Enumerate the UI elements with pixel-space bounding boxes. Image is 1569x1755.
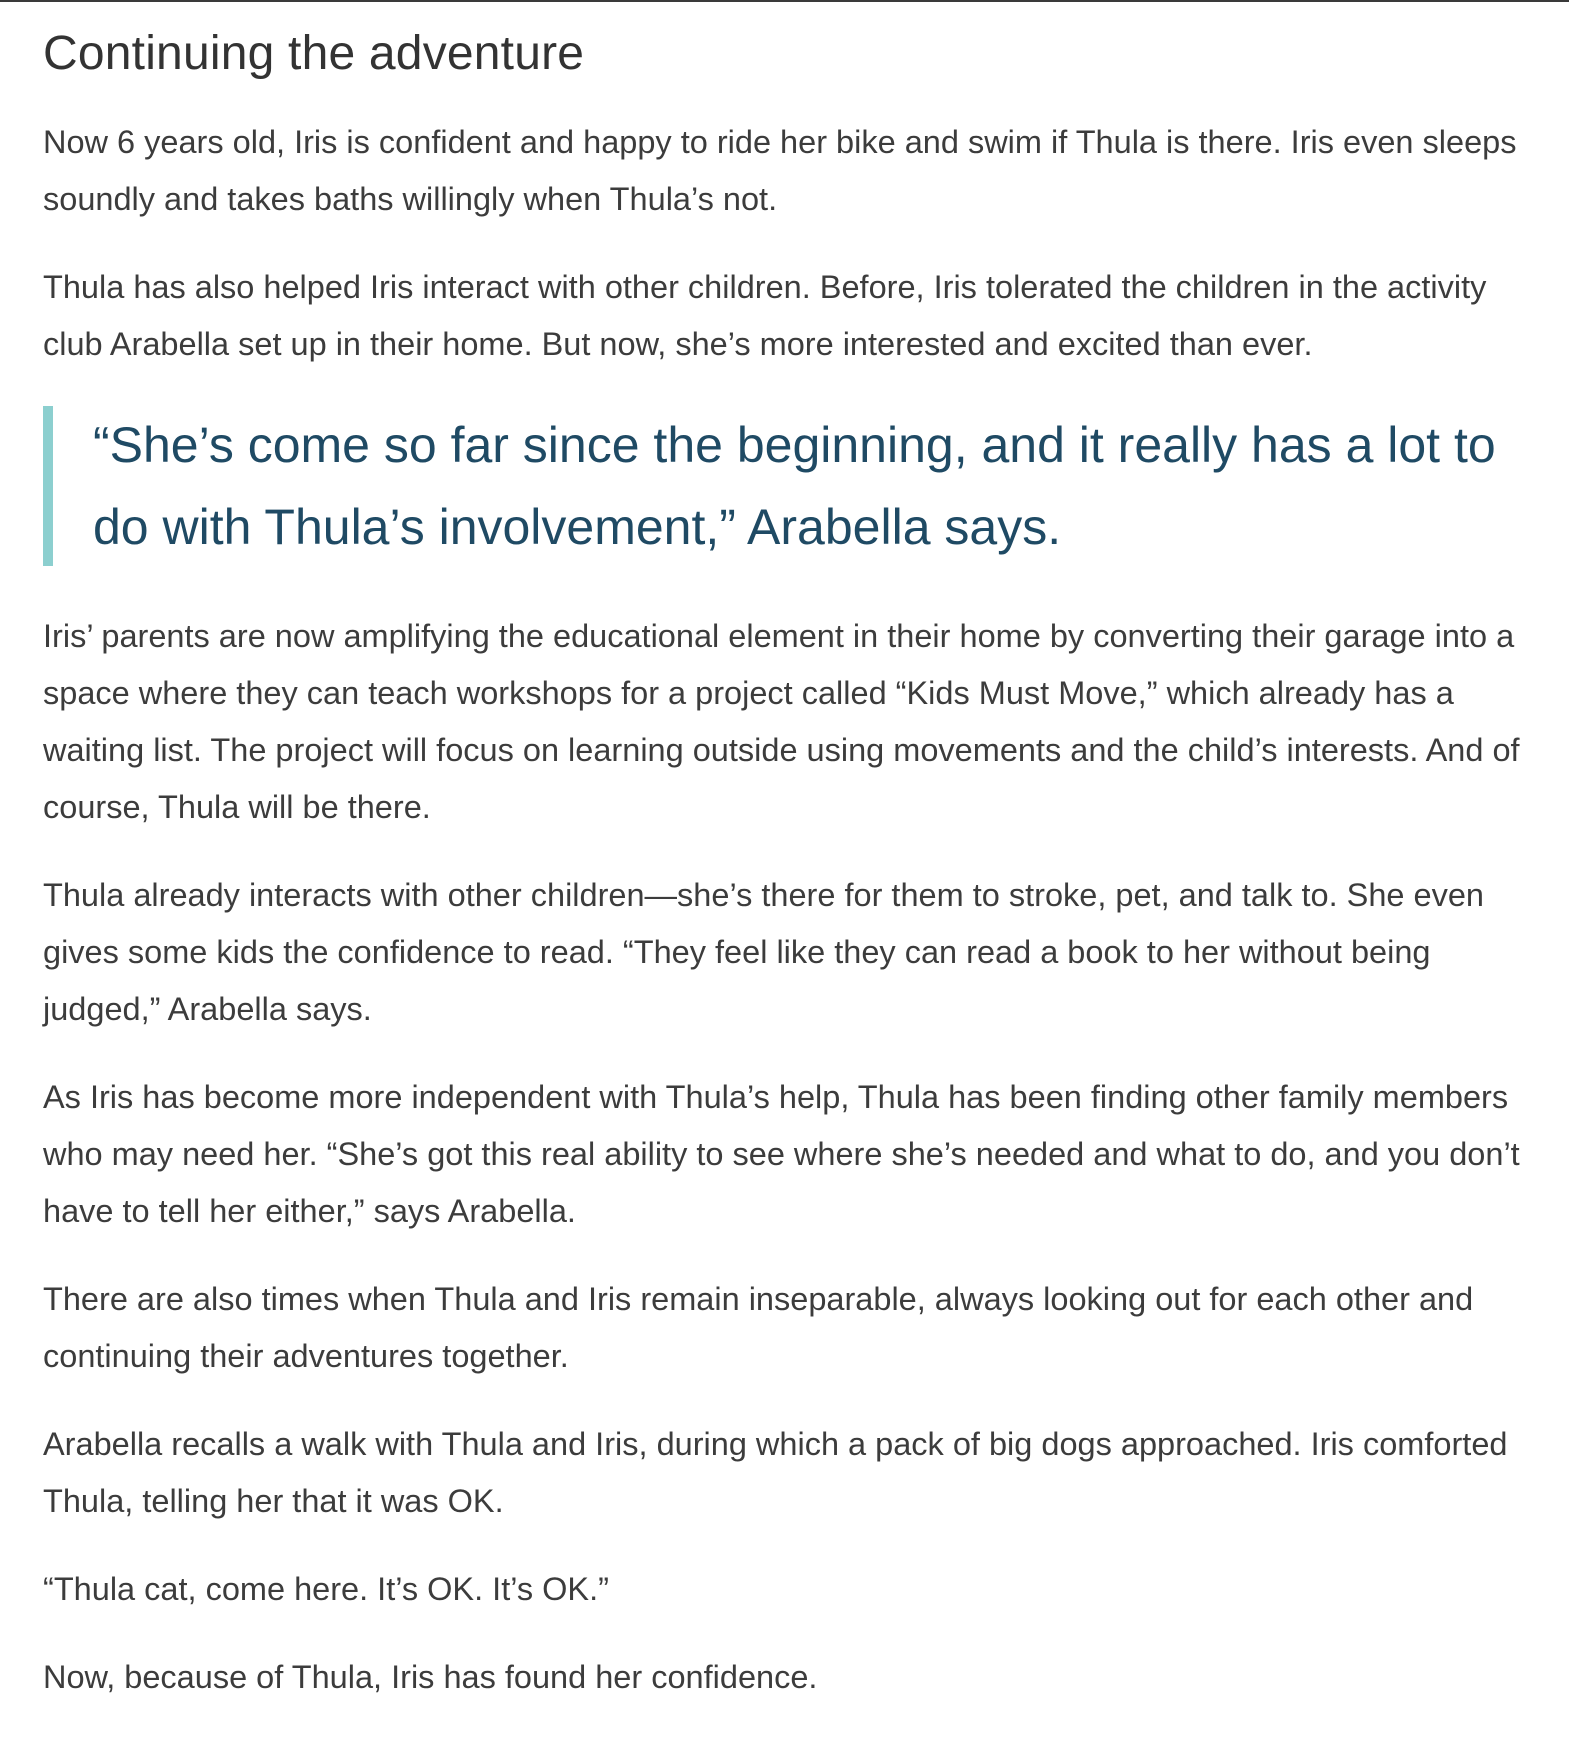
paragraph-4: Thula already interacts with other children—she’s there for them to stroke, pet, and talk to. She even gives some kids the confidence to read. “They feel like they can read a book to her without being judged,” Arabella says.: [43, 877, 1484, 1027]
pull-quote-text: “She’s come so far since the beginning, and it really has a lot to do with Thula’s involvement,” Arabella says.: [93, 417, 1496, 555]
paragraph-3: Iris’ parents are now amplifying the educational element in their home by converting their garage into a space where they can teach workshops for a project called “Kids Must Move,” which already has a waiting list. The project will focus on learning outside using movements and the child’s interests. And of course, Thula will be there.: [43, 618, 1520, 825]
top-divider: [0, 0, 1569, 2]
pull-quote: [43, 404, 1533, 568]
section-heading: Continuing the adventure: [43, 27, 585, 80]
paragraph-7: Arabella recalls a walk with Thula and Iris, during which a pack of big dogs approached. Iris comforted Thula, telling her that it was OK.: [43, 1426, 1508, 1519]
pull-quote-accent-bar: [43, 406, 53, 566]
paragraph-6: There are also times when Thula and Iris remain inseparable, always looking out for each other and continuing their adventures together.: [43, 1281, 1474, 1374]
paragraph-9: Now, because of Thula, Iris has found her confidence.: [43, 1659, 818, 1695]
paragraph-2: Thula has also helped Iris interact with other children. Before, Iris tolerated the children in the activity club Arabella set up in their home. But now, she’s more interested and excited than ever.: [43, 269, 1487, 362]
paragraph-5: As Iris has become more independent with Thula’s help, Thula has been finding other family members who may need her. “She’s got this real ability to see where she’s needed and what to do, and you don’t have to tell her either,” says Arabella.: [43, 1079, 1520, 1229]
paragraph-8: “Thula cat, come here. It’s OK. It’s OK.”: [43, 1571, 609, 1607]
article-body: [43, 20, 1533, 1737]
paragraph-1: Now 6 years old, Iris is confident and happy to ride her bike and swim if Thula is there. Iris even sleeps soundly and takes baths willingly when Thula’s not.: [43, 124, 1517, 217]
